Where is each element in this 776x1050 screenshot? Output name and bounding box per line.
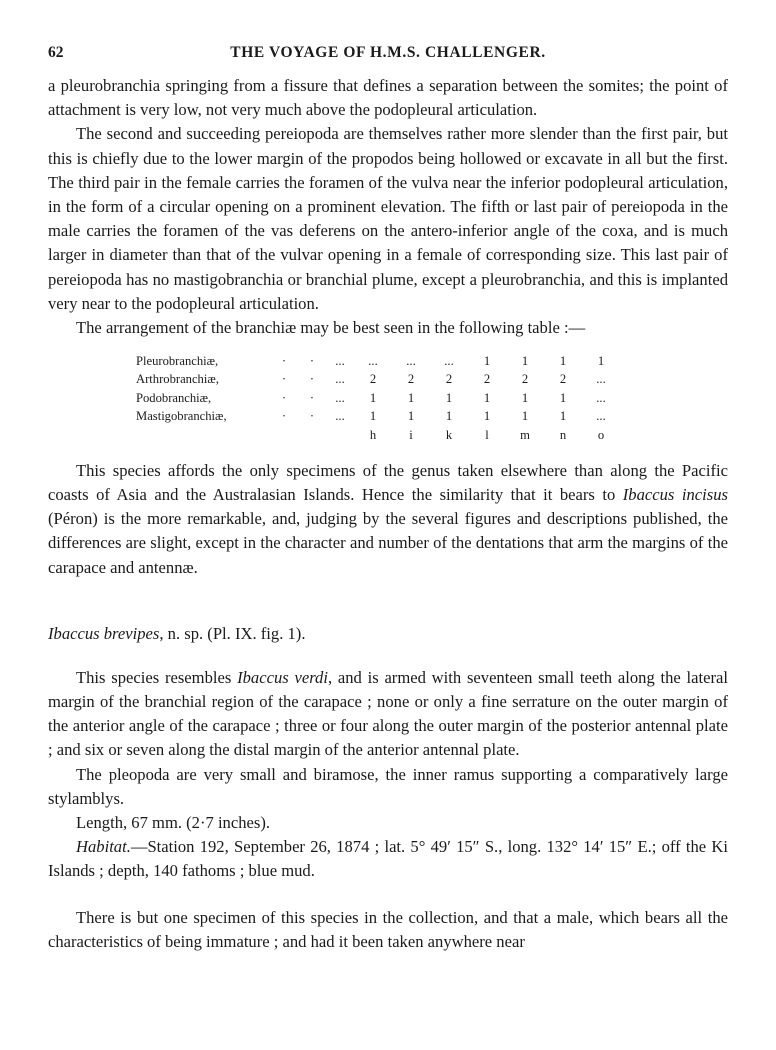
paragraph-9: There is but one specimen of this species in the collection, and that a male, which bears all the characteristics of being immature ; and had it been taken anywhere near [48, 907, 728, 951]
table-cell: 2 [369, 372, 377, 387]
paragraph-5 [48, 666, 728, 763]
species-heading [48, 624, 728, 644]
paragraph-8 [48, 835, 728, 883]
table-cell: ... [596, 390, 606, 405]
table-cell: 1 [407, 390, 415, 405]
table-cell: ... [368, 353, 378, 368]
table-cell: ... [406, 353, 416, 368]
row-label: Podobranchiæ, [136, 390, 212, 405]
leader-dots: · [309, 372, 315, 387]
table-cell: 1 [369, 390, 377, 405]
table-cell: 2 [407, 372, 415, 387]
table-cell: 1 [521, 409, 529, 424]
footer-letter: h [369, 427, 377, 442]
footer-letter: n [559, 427, 567, 442]
table-cell: 1 [483, 390, 491, 405]
footer-spacer [326, 426, 354, 445]
paragraph-7: Length, 67 mm. (2·7 inches). [76, 812, 271, 832]
table-cell: 1 [559, 390, 567, 405]
table-cell: 1 [445, 409, 453, 424]
table-cell: 1 [597, 353, 605, 368]
habitat-text: —Station 192, September 26, 1874 ; lat. 5° 49′ 15″ S., long. 132° 14′ 15″ E.; off the Ki Islands ; depth, 140 fathoms ; blue mud. [48, 837, 728, 881]
leader-dots: ... [335, 353, 345, 368]
table-cell: 2 [445, 372, 453, 387]
table-row [136, 371, 620, 390]
paragraph-4-text-b: (Péron) is the more remarkable, and, judging by the several figures and descriptions published, the differences are slight, except in the character and number of the dentations that arm the margins of the carapace and antennæ. [48, 509, 728, 577]
paragraph-3: The arrangement of the branchiæ may be best seen in the following table :— [76, 318, 586, 338]
leader-dots: ... [335, 409, 345, 424]
species-heading-name: Ibaccus brevipes [48, 623, 160, 643]
table-cell: 1 [559, 353, 567, 368]
paragraph-5-text-a: This species resembles [76, 667, 238, 687]
table-row [136, 352, 620, 371]
table-cell: 2 [559, 372, 567, 387]
table-cell: 1 [521, 353, 529, 368]
table-cell: 1 [559, 409, 567, 424]
species-ref-verdi: Ibaccus verdi [237, 667, 328, 687]
table-cell: 1 [483, 353, 491, 368]
leader-dots: · [309, 409, 315, 424]
table-cell: 1 [521, 390, 529, 405]
table-cell: ... [444, 353, 454, 368]
footer-letter: o [597, 427, 605, 442]
table-cell: 2 [521, 372, 529, 387]
leader-dots: · [309, 390, 315, 405]
table-row [136, 389, 620, 408]
species-heading-rest: , n. sp. (Pl. IX. fig. 1). [159, 623, 306, 643]
leader-dots: · [281, 409, 287, 424]
running-title: THE VOYAGE OF H.M.S. CHALLENGER. [230, 44, 546, 61]
page-number: 62 [48, 44, 64, 61]
leader-dots: ... [335, 372, 345, 387]
table-footer-row [136, 426, 620, 445]
table-cell: ... [596, 409, 606, 424]
footer-spacer [270, 426, 298, 445]
row-label: Arthrobranchiæ, [136, 372, 219, 387]
paragraph-6: The pleopoda are very small and biramose, the inner ramus supporting a comparatively large stylamblys. [48, 764, 728, 808]
running-header [48, 44, 728, 74]
paragraph-2: The second and succeeding pereiopoda are themselves rather more slender than the first pair, but this is chiefly due to the lower margin of the propodos being hollowed or excavate in all but the first. The third pair in the female carries the foramen of the vulva near the inferior podopleural articulation, in the form of a circular opening on a prominent elevation. The fifth or last pair of pereiopoda in the male carries the foramen of the vas deferens on the antero-inferior angle of the coxa, and is much larger in diameter than that of the vulvar opening in a female of corresponding size. This last pair of pereiopoda has no mastigobranchia or branchial plume, except a pleurobranchia, and this is implanted very near to the podopleural articulation. [48, 124, 728, 313]
paragraph-5-text-b: , and is armed with seventeen small teeth along the lateral margin of the branchial region of the carapace ; none or only a fine serrature on the outer margin of the anterior angle of the carapace ; three or four along the outer margin of the posterior antennal plate ; and six or seven along the distal margin of the anterior antennal plate. [48, 667, 729, 760]
habitat-label: Habitat. [76, 837, 131, 857]
footer-letter: k [445, 427, 453, 442]
table-cell: ... [596, 372, 606, 387]
leader-dots: · [281, 353, 287, 368]
page [48, 44, 728, 954]
table-cell: 1 [407, 409, 415, 424]
table-cell: 2 [483, 372, 491, 387]
paragraph-4-text-a: This species affords the only specimens of the genus taken elsewhere than along the Pacific coasts of Asia and the Australasian Islands. Hence the similarity that it bears to [48, 460, 728, 504]
row-label: Mastigobranchiæ, [136, 409, 227, 424]
leader-dots: ... [335, 390, 345, 405]
footer-spacer [298, 426, 326, 445]
table-row [136, 408, 620, 427]
table-cell: 1 [483, 409, 491, 424]
paragraph-4 [48, 459, 728, 580]
branchiae-table [136, 352, 620, 445]
leader-dots: · [309, 353, 315, 368]
footer-letter: l [485, 427, 489, 442]
paragraph-1: a pleurobranchia springing from a fissure that defines a separation between the somites; the point of attachment is very low, not very much above the podopleural articulation. [48, 76, 728, 120]
footer-letter: i [409, 427, 413, 442]
leader-dots: · [281, 390, 287, 405]
table-cell: 1 [369, 409, 377, 424]
footer-letter: m [520, 427, 530, 442]
footer-blank [136, 426, 270, 445]
table-cell: 1 [445, 390, 453, 405]
leader-dots: · [281, 372, 287, 387]
row-label: Pleurobranchiæ, [136, 353, 219, 368]
species-ref-incisus: Ibaccus incisus [622, 484, 728, 504]
